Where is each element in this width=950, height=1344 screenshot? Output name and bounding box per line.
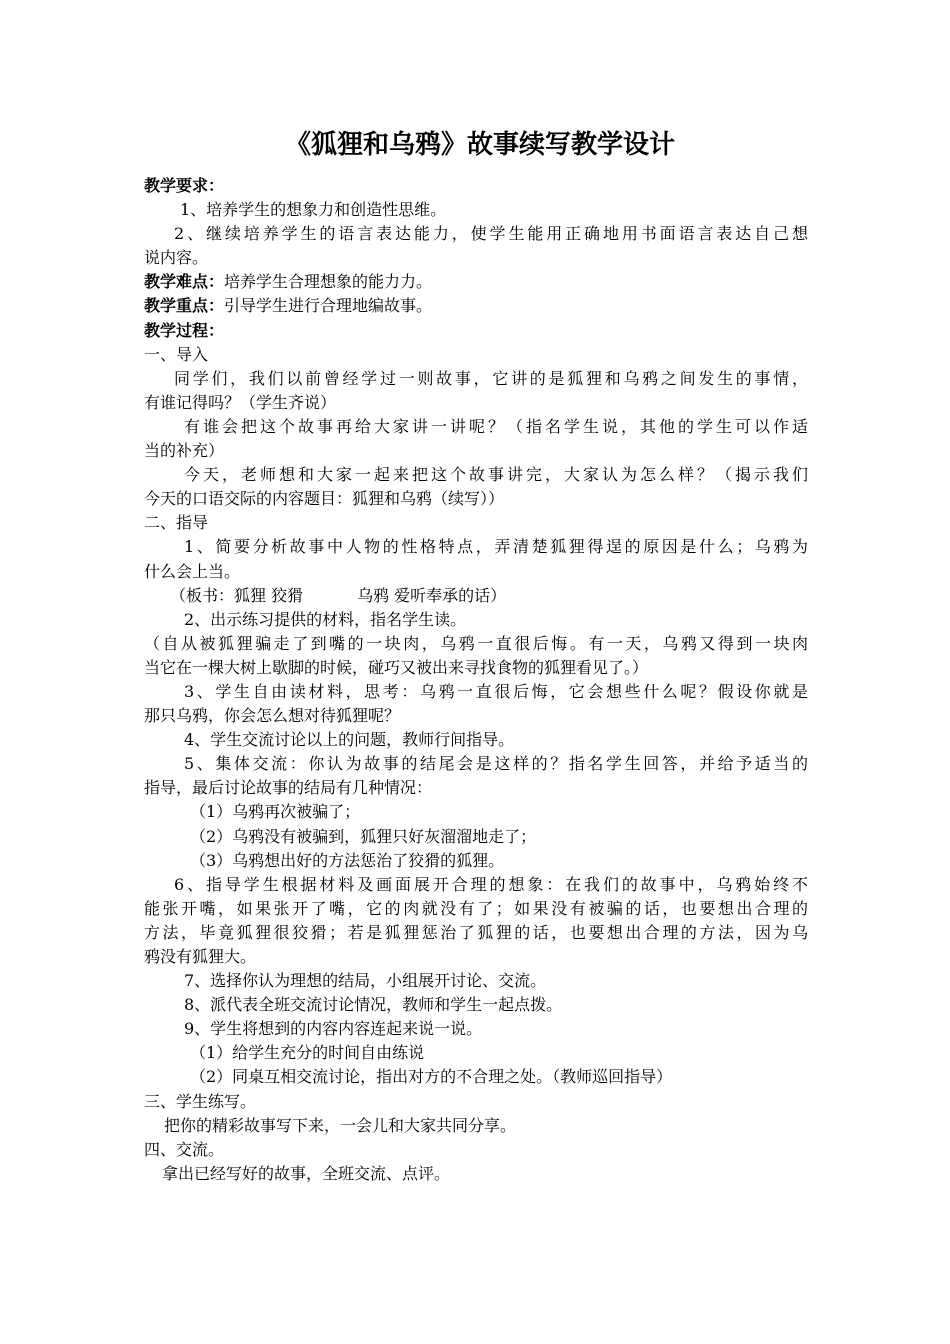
step-1-line-2: 什么会上当。 [144,561,241,581]
board-fox: （板书：狐狸 狡猾 [170,585,304,605]
difficulty-text: 培养学生合理想象的能力力。 [224,272,433,292]
step-6-line-4: 鸦没有狐狸大。 [144,947,257,966]
section-3-text: 把你的精彩故事写下来，一会儿和大家共同分享。 [164,1115,517,1135]
section-1-paragraph-2-line-1: 有谁会把这个故事再给大家讲一讲呢？（指名学生说，其他的学生可以作适 [184,416,808,436]
step-4: 4、学生交流讨论以上的问题，教师行间指导。 [184,730,515,750]
section-1-heading: 一、导入 [144,344,209,364]
section-1-paragraph-1-line-2: 有谁记得吗？（学生齐说） [144,392,337,412]
section-4-heading: 四、交流。 [144,1139,225,1159]
section-4-text: 拿出已经写好的故事，全班交流、点评。 [162,1163,451,1183]
step-3-line-2: 那只乌鸦，你会怎么想对待狐狸呢？ [144,706,401,726]
focus-text: 引导学生进行合理地编故事。 [224,296,433,316]
step-9-sub-2: （2）同桌互相交流讨论，指出对方的不合理之处。（教师巡回指导） [190,1067,673,1087]
step-9: 9、学生将想到的内容内容连起来说一说。 [184,1019,483,1039]
step-6-line-2: 能张开嘴，如果张开了嘴，它的肉就没有了；如果没有被骗的话，也要想出合理的 [144,898,808,918]
step-7: 7、选择你认为理想的结局，小组展开讨论、交流。 [184,971,547,991]
focus-line [144,294,808,318]
requirements-heading: 教学要求： [144,176,225,195]
process-heading: 教学过程： [144,320,225,340]
step-5-line-2: 指导，最后讨论故事的结局有几种情况： [144,778,433,798]
step-1-line-1: 1、简要分析故事中人物的性格特点，弄清楚狐狸得逞的原因是什么；乌鸦为 [184,537,808,557]
step-3-line-1: 3、学生自由读材料，思考：乌鸦一直很后悔，它会想些什么呢？假设你就是 [184,681,808,701]
difficulty-line [144,270,808,294]
section-1-paragraph-1-line-1: 同学们，我们以前曾经学过一则故事，它讲的是狐狸和乌鸦之间发生的事情， [174,368,808,388]
outcome-1: （1）乌鸦再次被骗了； [190,802,361,822]
outcome-2: （2）乌鸦没有被骗到，狐狸只好灰溜溜地走了； [190,826,537,846]
step-5-line-1: 5、集体交流：你认为故事的结尾会是这样的？指名学生回答，并给予适当的 [184,754,808,774]
requirement-item-2-line-2: 说内容。 [144,248,209,268]
document-title: 《狐狸和乌鸦》故事续写教学设计 [284,130,675,160]
focus-label: 教学重点： [144,296,225,316]
step-6-line-1: 6、指导学生根据材料及画面展开合理的想象：在我们的故事中，乌鸦始终不 [174,874,808,894]
step-9-sub-1: （1）给学生充分的时间自由练说 [190,1043,425,1063]
difficulty-label: 教学难点： [144,272,225,292]
step-2: 2、出示练习提供的材料，指名学生读。 [184,609,467,629]
material-line-2: 当它在一棵大树上歇脚的时候，碰巧又被出来寻找食物的狐狸看见了。） [144,657,649,677]
step-6-line-3: 方法，毕竟狐狸很狡猾；若是狐狸惩治了狐狸的话，也要想出合理的方法，因为乌 [144,922,808,942]
requirement-item-1: 1、培养学生的想象力和创造性思维。 [180,200,447,220]
requirement-item-2-line-1: 2、继续培养学生的语言表达能力，使学生能用正确地用书面语言表达自己想 [174,224,808,244]
section-2-heading: 二、指导 [144,513,209,533]
blackboard-notes [144,584,808,608]
board-crow: 乌鸦 爱听奉承的话） [357,585,507,605]
section-1-paragraph-3-line-2: 今天的口语交际的内容题目：狐狸和乌鸦（续写）） [144,489,505,509]
material-line-1: （自从被狐狸骗走了到嘴的一块肉，乌鸦一直很后悔。有一天，乌鸦又得到一块肉 [144,633,808,653]
outcome-3: （3）乌鸦想出好的方法惩治了狡猾的狐狸。 [190,850,505,870]
document-page [144,128,808,1186]
step-8: 8、派代表全班交流讨论情况，教师和学生一起点拨。 [184,995,563,1015]
section-1-paragraph-3-line-1: 今天，老师想和大家一起来把这个故事讲完，大家认为怎么样？（揭示我们 [184,465,808,485]
section-1-paragraph-2-line-2: 当的补充） [144,441,225,461]
section-3-heading: 三、学生练写。 [144,1091,257,1111]
